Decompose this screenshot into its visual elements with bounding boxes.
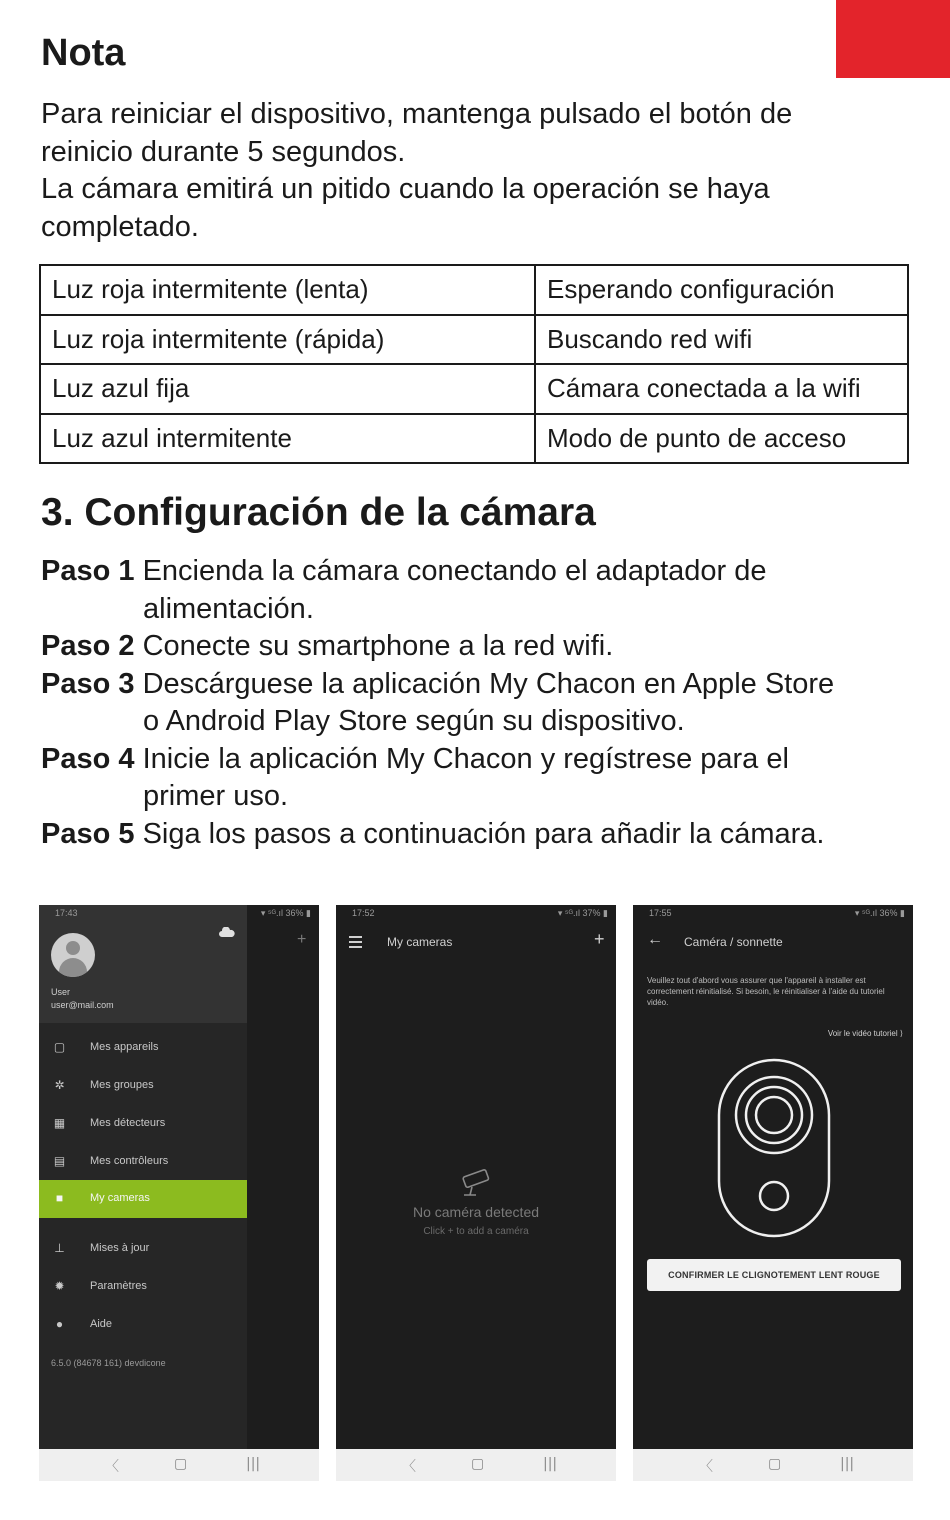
menu-item-controllers[interactable]	[39, 1143, 247, 1181]
download-icon: ⊥	[54, 1241, 65, 1255]
meaning-cell: Modo de punto de acceso	[535, 414, 908, 464]
android-nav-bar	[336, 1449, 616, 1481]
home-nav-icon[interactable]: ▢	[768, 1456, 782, 1472]
add-camera-button[interactable]: +	[594, 929, 605, 949]
menu-label: Mes contrôleurs	[90, 1155, 169, 1167]
step-label: Paso 4	[41, 742, 135, 775]
meaning-cell: Buscando red wifi	[535, 315, 908, 365]
home-nav-icon[interactable]: ▢	[174, 1456, 188, 1472]
meaning-cell: Cámara conectada a la wifi	[535, 364, 908, 414]
step-text: Descárguese la aplicación My Chacon en Apple Store	[142, 667, 835, 700]
step-label: Paso 3	[41, 667, 135, 700]
user-email: user@mail.com	[51, 1000, 114, 1010]
recents-nav-icon[interactable]: |||	[543, 1456, 558, 1472]
status-time: 17:55	[649, 908, 672, 918]
status-bar	[336, 905, 616, 923]
screen-title: My cameras	[387, 935, 453, 949]
help-icon: ●	[55, 1317, 64, 1331]
app-bar	[336, 923, 616, 963]
nota-text-line: Para reiniciar el dispositivo, mantenga pulsado el botón de	[41, 98, 793, 130]
nota-text-line: La cámara emitirá un pitido cuando la operación se haya	[41, 173, 770, 205]
step-text: Encienda la cámara conectando el adaptador de	[142, 555, 767, 587]
back-nav-icon[interactable]: 〈	[699, 1459, 713, 1475]
step-text: Inicie la aplicación My Chacon y regístrese para el	[142, 742, 789, 775]
step-item	[41, 816, 921, 854]
status-time: 17:43	[55, 908, 78, 918]
status-bar	[633, 905, 913, 923]
camera-icon: ■	[55, 1191, 64, 1205]
back-arrow-icon[interactable]: ←	[647, 931, 663, 948]
table-row	[40, 414, 908, 464]
menu-item-cameras[interactable]	[39, 1180, 247, 1218]
menu-label: Aide	[90, 1318, 113, 1330]
back-nav-icon[interactable]: 〈	[105, 1459, 119, 1475]
step-text: Conecte su smartphone a la red wifi.	[142, 630, 614, 662]
empty-state-title: No caméra detected	[412, 1204, 540, 1220]
confirm-blink-button[interactable]: CONFIRMER LE CLIGNOTEMENT LENT ROUGE	[647, 1259, 901, 1291]
avatar[interactable]	[51, 933, 95, 977]
nota-text-line: reinicio durante 5 segundos.	[41, 136, 406, 168]
nota-text-line: completado.	[41, 211, 199, 243]
phone-screen	[633, 905, 913, 1449]
table-row	[40, 265, 908, 315]
menu-label: Mes appareils	[90, 1041, 159, 1053]
menu-label: Mes groupes	[90, 1079, 154, 1091]
phone-screenshot-doorbell	[633, 905, 913, 1481]
app-version: 6.5.0 (84678 161) devdicone	[51, 1358, 166, 1368]
step-text-cont: o Android Play Store según su dispositivo.	[143, 705, 685, 737]
status-bar	[39, 905, 319, 923]
detector-icon: ▦	[53, 1116, 66, 1130]
empty-state-subtitle: Click + to add a caméra	[423, 1226, 529, 1237]
add-button[interactable]: +	[297, 931, 307, 948]
step-item	[41, 628, 921, 666]
led-status-table	[39, 264, 909, 464]
menu-item-detectors[interactable]	[39, 1105, 247, 1143]
phone-screen	[39, 905, 319, 1449]
phone-screenshot-cameras	[336, 905, 616, 1481]
corner-tab	[836, 0, 950, 78]
phone-screen	[336, 905, 616, 1449]
back-nav-icon[interactable]: 〈	[402, 1459, 416, 1475]
screen-title: Caméra / sonnette	[684, 935, 783, 949]
hamburger-menu-icon[interactable]	[349, 936, 362, 947]
light-cell: Luz roja intermitente (lenta)	[40, 265, 535, 315]
light-cell: Luz azul intermitente	[40, 414, 535, 464]
recents-nav-icon[interactable]: |||	[840, 1456, 855, 1472]
nota-heading: Nota	[41, 32, 126, 74]
cloud-icon[interactable]	[219, 927, 235, 937]
security-camera-icon	[458, 1169, 494, 1199]
status-time: 17:52	[352, 908, 375, 918]
menu-item-groups[interactable]	[39, 1067, 247, 1105]
step-item	[41, 741, 921, 816]
video-tutorial-link[interactable]: Voir le vidéo tutoriel ⟩	[827, 1029, 903, 1038]
step-label: Paso 1	[41, 555, 135, 587]
step-label: Paso 5	[41, 817, 135, 850]
doorbell-illustration	[717, 1058, 831, 1238]
phone-screenshot-menu	[39, 905, 319, 1481]
menu-label: Mises à jour	[90, 1242, 150, 1254]
device-icon: ▢	[53, 1040, 66, 1054]
table-row	[40, 364, 908, 414]
menu-item-devices[interactable]	[39, 1029, 247, 1067]
menu-label: Mes détecteurs	[90, 1117, 166, 1129]
nav-drawer	[39, 905, 247, 1449]
menu-label: My cameras	[90, 1192, 150, 1204]
step-text: Siga los pasos a continuación para añadir la cámara.	[142, 817, 825, 850]
step-item	[41, 666, 921, 741]
instructions-text: Veuillez tout d'abord vous assurer que l'appareil à installer est correctement réinitialisé. Si besoin, le réinitialiser à l'aide du tutoriel vidéo.	[647, 976, 885, 1007]
status-icons: ▾ ⁵ᴳ.ıl 37% ▮	[557, 908, 608, 918]
status-icons: ▾ ⁵ᴳ.ıl 36% ▮	[260, 908, 311, 918]
step-item	[41, 553, 921, 628]
status-icons: ▾ ⁵ᴳ.ıl 36% ▮	[854, 908, 905, 918]
section-heading: 3. Configuración de la cámara	[41, 491, 596, 534]
recents-nav-icon[interactable]: |||	[246, 1456, 261, 1472]
menu-item-settings[interactable]	[39, 1268, 247, 1306]
step-label: Paso 2	[41, 630, 135, 662]
meaning-cell: Esperando configuración	[535, 265, 908, 315]
user-name: User	[51, 987, 71, 997]
controller-icon: ▤	[53, 1154, 66, 1168]
home-nav-icon[interactable]: ▢	[471, 1456, 485, 1472]
light-cell: Luz roja intermitente (rápida)	[40, 315, 535, 365]
android-nav-bar	[633, 1449, 913, 1481]
menu-item-updates[interactable]	[39, 1230, 247, 1268]
menu-label: Paramètres	[90, 1280, 147, 1292]
light-cell: Luz azul fija	[40, 364, 535, 414]
table-row	[40, 315, 908, 365]
groups-icon: ✲	[54, 1078, 65, 1092]
android-nav-bar	[39, 1449, 319, 1481]
gear-icon: ✹	[54, 1279, 65, 1293]
steps-list	[41, 553, 921, 853]
step-text-cont: alimentación.	[143, 592, 314, 625]
menu-item-help[interactable]	[39, 1306, 247, 1344]
step-text-cont: primer uso.	[143, 780, 289, 812]
